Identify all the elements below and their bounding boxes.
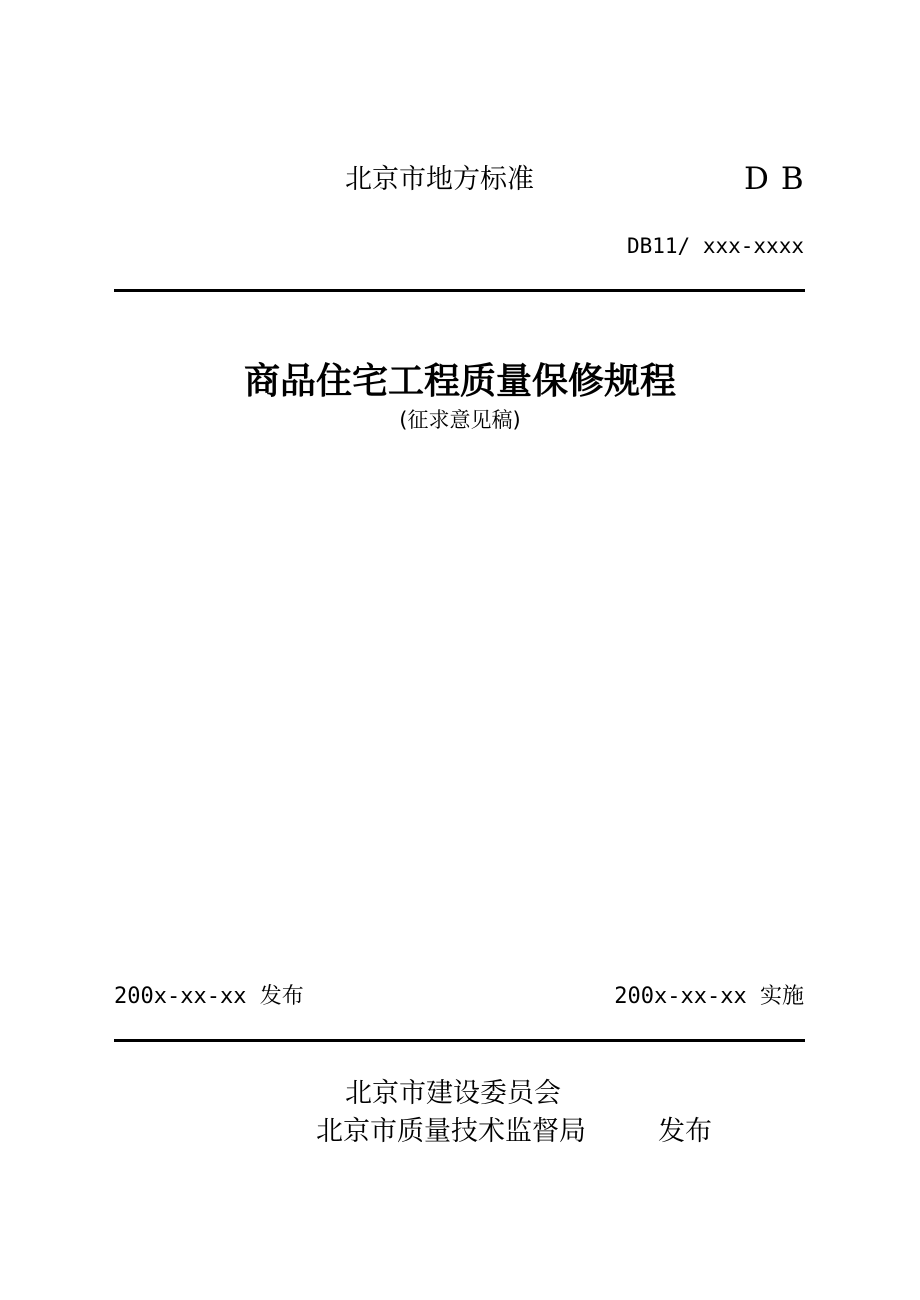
- standard-label: 北京市地方标准: [345, 164, 534, 195]
- standard-mark: DB: [744, 161, 816, 197]
- issuer-quality-bureau: 北京市质量技术监督局: [316, 1116, 586, 1147]
- effective-date: 200x-xx-xx 实施: [614, 984, 804, 1009]
- issue-date: 200x-xx-xx 发布: [114, 984, 304, 1009]
- standard-code: DB11/ xxx-xxxx: [626, 234, 804, 258]
- document-title: 商品住宅工程质量保修规程: [243, 361, 676, 402]
- issue-label: 发布: [658, 1116, 712, 1147]
- issuer-construction-committee: 北京市建设委员会: [345, 1078, 561, 1109]
- bottom-divider: [114, 1039, 805, 1042]
- top-divider: [114, 289, 805, 292]
- document-subtitle: (征求意见稿): [399, 408, 521, 432]
